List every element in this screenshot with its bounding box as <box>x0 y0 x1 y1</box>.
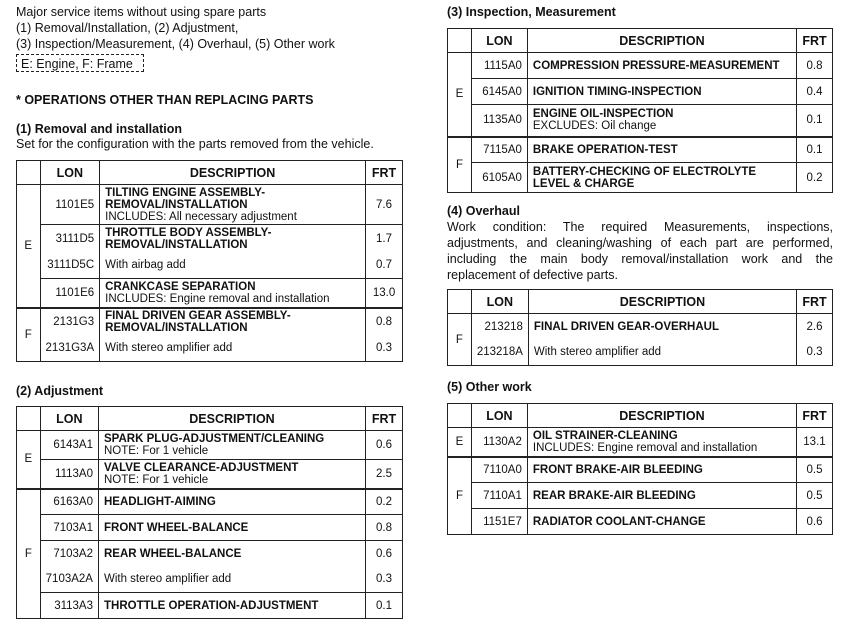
table-row <box>448 340 833 366</box>
desc-title: THROTTLE BODY ASSEMBLY-REMOVAL/INSTALLATION <box>105 226 272 251</box>
desc-title: ENGINE OIL-INSPECTION <box>532 108 674 121</box>
lon-cell: 213218 <box>471 314 528 340</box>
lon-cell: 1130A2 <box>471 428 527 457</box>
adjustment-title: (2) Adjustment <box>16 384 104 398</box>
frt-cell: 0.1 <box>796 105 832 137</box>
frt-cell: 0.1 <box>366 593 403 619</box>
frt-cell: 0.3 <box>366 336 403 362</box>
table-row <box>448 53 833 79</box>
desc-note: EXCLUDES: Oil change <box>532 120 657 133</box>
col-frt: FRT <box>796 404 832 428</box>
group-frame: F <box>448 137 472 193</box>
lon-cell: 7110A1 <box>471 483 527 509</box>
table-row <box>17 336 403 362</box>
frt-cell: 0.6 <box>796 509 832 535</box>
table-row <box>17 593 403 619</box>
table-row <box>17 541 403 567</box>
intro-line-3: (3) Inspection/Measurement, (4) Overhaul, (5) Other work <box>16 37 335 51</box>
table-row <box>448 79 833 105</box>
lon-cell: 1135A0 <box>471 105 527 137</box>
lon-cell: 6105A0 <box>471 163 527 193</box>
frt-cell: 0.2 <box>796 163 832 193</box>
table-row <box>448 105 833 137</box>
table-row <box>17 489 403 515</box>
legend-box: E: Engine, F: Frame <box>16 54 144 72</box>
desc-note: NOTE: For 1 vehicle <box>103 445 209 457</box>
frt-cell: 0.7 <box>366 253 403 279</box>
frt-cell: 7.6 <box>366 185 403 225</box>
desc-title: THROTTLE OPERATION-ADJUSTMENT <box>103 599 319 612</box>
col-desc: DESCRIPTION <box>100 161 366 185</box>
col-desc: DESCRIPTION <box>527 404 796 428</box>
group-frame: F <box>17 308 41 362</box>
frt-cell: 0.4 <box>796 79 832 105</box>
desc-note: INCLUDES: Engine removal and installation <box>105 292 330 305</box>
col-desc: DESCRIPTION <box>98 407 365 431</box>
table-row <box>448 137 833 163</box>
desc-title: FRONT BRAKE-AIR BLEEDING <box>532 463 703 476</box>
desc-title: FINAL DRIVEN GEAR ASSEMBLY-REMOVAL/INSTALLATION <box>105 310 291 334</box>
desc-title: VALVE CLEARANCE-ADJUSTMENT <box>103 461 299 474</box>
desc-title: FINAL DRIVEN GEAR-OVERHAUL <box>533 320 719 333</box>
col-lon: LON <box>40 407 98 431</box>
lon-cell: 213218A <box>471 340 528 366</box>
inspection-title: (3) Inspection, Measurement <box>447 5 616 19</box>
desc-title: TILTING ENGINE ASSEMBLY-REMOVAL/INSTALLATION <box>105 186 266 211</box>
frt-cell: 0.8 <box>366 308 403 336</box>
lon-cell: 6163A0 <box>40 489 98 515</box>
lon-cell: 1101E6 <box>40 279 100 308</box>
desc-title: REAR BRAKE-AIR BLEEDING <box>532 489 696 502</box>
lon-cell: 6145A0 <box>471 79 527 105</box>
other-title: (5) Other work <box>447 380 532 394</box>
removal-table <box>16 160 403 362</box>
table-row <box>448 509 833 535</box>
col-lon: LON <box>471 404 527 428</box>
col-desc: DESCRIPTION <box>527 29 796 53</box>
table-row <box>17 225 403 253</box>
frt-cell: 0.1 <box>796 137 832 163</box>
frt-cell: 0.3 <box>366 567 403 593</box>
col-frt: FRT <box>366 407 403 431</box>
removal-title: (1) Removal and installation <box>16 122 183 136</box>
lon-cell: 6143A1 <box>40 431 98 460</box>
col-frt: FRT <box>366 161 403 185</box>
table-row <box>17 308 403 336</box>
intro-line-2: (1) Removal/Installation, (2) Adjustment, <box>16 21 239 35</box>
desc-title: BRAKE OPERATION-TEST <box>532 143 678 156</box>
operations-heading: * OPERATIONS OTHER THAN REPLACING PARTS <box>16 93 314 107</box>
col-lon: LON <box>40 161 100 185</box>
desc-title: COMPRESSION PRESSURE-MEASUREMENT <box>532 59 780 72</box>
lon-cell: 7110A0 <box>471 457 527 483</box>
other-table <box>447 403 833 535</box>
table-row <box>448 314 833 340</box>
inspection-table <box>447 28 833 193</box>
frt-cell: 0.6 <box>366 541 403 567</box>
desc-note: INCLUDES: All necessary adjustment <box>105 210 297 223</box>
desc-title: REAR WHEEL-BALANCE <box>103 547 242 560</box>
table-row <box>448 163 833 193</box>
table-row <box>448 483 833 509</box>
desc-title: IGNITION TIMING-INSPECTION <box>532 85 702 98</box>
frt-cell: 2.6 <box>796 314 832 340</box>
overhaul-title: (4) Overhaul <box>447 204 520 218</box>
lon-cell: 3113A3 <box>40 593 98 619</box>
lon-cell: 2131G3A <box>40 336 100 362</box>
table-row <box>17 515 403 541</box>
desc-note: INCLUDES: Engine removal and installation <box>532 441 758 454</box>
frt-cell: 0.3 <box>796 340 832 366</box>
table-row <box>448 457 833 483</box>
group-engine: E <box>448 428 472 457</box>
lon-cell: 1151E7 <box>471 509 527 535</box>
table-row <box>17 279 403 308</box>
lon-cell: 2131G3 <box>40 308 100 336</box>
desc-note: With airbag add <box>105 259 186 272</box>
overhaul-table <box>447 289 833 366</box>
frt-cell: 0.6 <box>366 431 403 460</box>
desc-note: With stereo amplifier add <box>533 346 662 359</box>
frt-cell: 0.5 <box>796 483 832 509</box>
group-engine: E <box>17 431 41 489</box>
col-frt: FRT <box>796 29 832 53</box>
lon-cell: 1115A0 <box>471 53 527 79</box>
frt-cell: 2.5 <box>366 460 403 489</box>
frt-cell: 13.1 <box>796 428 832 457</box>
group-frame: F <box>448 314 472 366</box>
group-engine: E <box>448 53 472 137</box>
frt-cell: 0.5 <box>796 457 832 483</box>
frt-cell: 0.8 <box>796 53 832 79</box>
lon-cell: 1101E5 <box>40 185 100 225</box>
removal-subtitle: Set for the configuration with the parts removed from the vehicle. <box>16 137 374 151</box>
overhaul-condition: Work condition: The required Measurements, inspections, adjustments, and cleaning/washing of each part are performed, including the main body removal/installation work and the replacement of defective parts. <box>447 220 833 282</box>
lon-cell: 1113A0 <box>40 460 98 489</box>
desc-title: FRONT WHEEL-BALANCE <box>103 521 249 534</box>
table-row <box>448 428 833 457</box>
col-lon: LON <box>471 290 528 314</box>
table-row <box>17 431 403 460</box>
desc-title: HEADLIGHT-AIMING <box>103 495 216 508</box>
lon-cell: 7115A0 <box>471 137 527 163</box>
desc-note: With stereo amplifier add <box>103 573 232 586</box>
desc-title: SPARK PLUG-ADJUSTMENT/CLEANING <box>103 433 325 445</box>
col-lon: LON <box>471 29 527 53</box>
table-row <box>17 253 403 279</box>
group-frame: F <box>448 457 472 535</box>
desc-title: CRANKCASE SEPARATION <box>105 280 256 293</box>
adjustment-table <box>16 406 403 619</box>
desc-note: With stereo amplifier add <box>105 342 233 355</box>
frt-cell: 13.0 <box>366 279 403 308</box>
table-row <box>17 185 403 225</box>
table-row <box>17 567 403 593</box>
lon-cell: 7103A2 <box>40 541 98 567</box>
frt-cell: 0.8 <box>366 515 403 541</box>
group-frame: F <box>17 489 41 619</box>
lon-cell: 7103A1 <box>40 515 98 541</box>
table-row <box>17 460 403 489</box>
desc-note: NOTE: For 1 vehicle <box>103 473 209 486</box>
group-engine: E <box>17 185 41 308</box>
frt-cell: 0.2 <box>366 489 403 515</box>
intro-line-1: Major service items without using spare parts <box>16 5 267 19</box>
lon-cell: 7103A2A <box>40 567 98 593</box>
desc-title: RADIATOR COOLANT-CHANGE <box>532 515 706 528</box>
lon-cell: 3111D5C <box>40 253 100 279</box>
lon-cell: 3111D5 <box>40 225 100 253</box>
desc-title: OIL STRAINER-CLEANING <box>532 429 678 442</box>
desc-title: BATTERY-CHECKING OF ELECTROLYTE LEVEL & CHARGE <box>532 165 757 190</box>
col-frt: FRT <box>796 290 832 314</box>
col-desc: DESCRIPTION <box>528 290 796 314</box>
frt-cell: 1.7 <box>366 225 403 253</box>
